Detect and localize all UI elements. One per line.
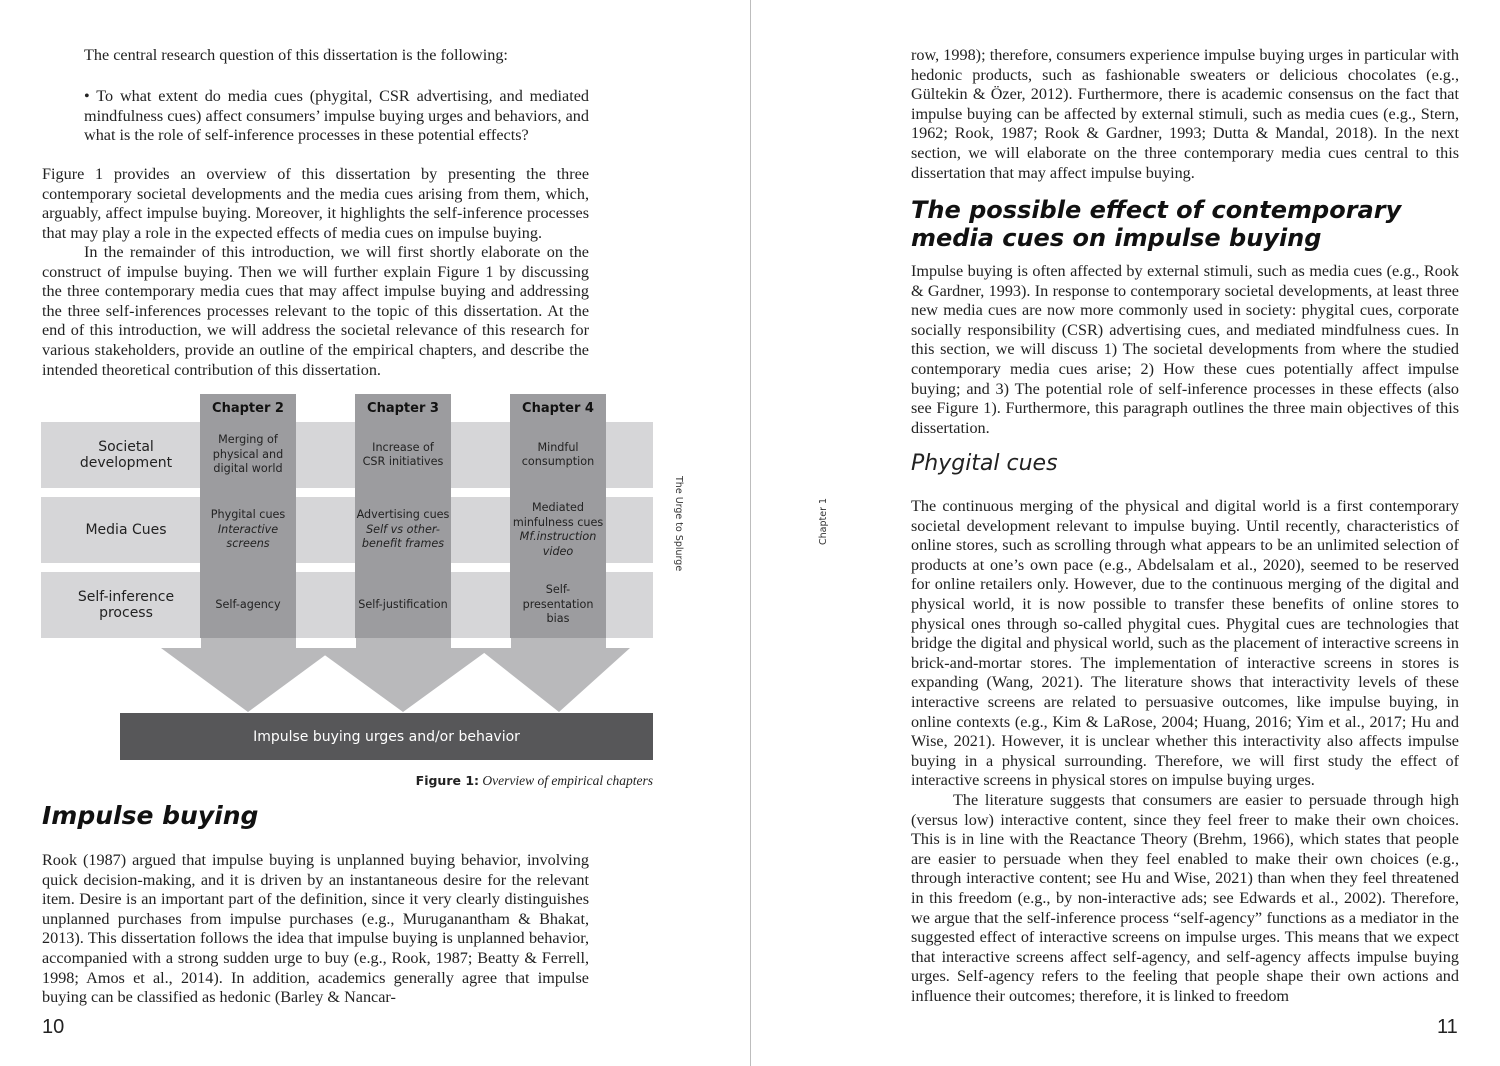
figure-caption <box>416 773 653 789</box>
row-label-self-inference: Self-inference process <box>77 589 175 621</box>
heading-impulse-buying: Impulse buying <box>42 801 259 830</box>
row-label-societal-development: Societal development <box>79 439 173 471</box>
cell-societal-chapter-2: Merging of physical and digital world <box>212 433 284 476</box>
arrow-chapter-2 <box>161 628 335 712</box>
figure-caption-text: Overview of empirical chapters <box>482 773 653 788</box>
chapter-4-header: Chapter 4 <box>510 394 606 422</box>
cell-self-chapter-3: Self-justification <box>358 597 448 611</box>
heading-effect-line-2: media cues on impulse buying <box>911 224 1322 252</box>
research-question: • To what extent do media cues (phygital, CSR advertising, and mediated mindfulness cues) affect consumers’ impulse buying urges and behaviors, and what is the role of self-inference processes in these potential effects? <box>84 87 589 145</box>
paragraph-literature: The literature suggests that consumers are easier to persuade through high (versus low) interactive content, since they feel freer to make their own choices. This is in line with the Reactance Theory (Brehm, 1966), which states that people are easier to persuade when they feel enabled to make their own choices (e.g., through interactive content; see Hu and Wise, 2021) than when they feel threatened in this freedom (e.g., by non-interactive ads; see Edwards et al., 2002). Therefore, we argue that the self-inference process “self-agency” functions as a mediator in the suggested effect of interactive screens on impulse urges. This means that we expect that interactive screens affect self-agency, and self-agency affects impulse buying urges. Self-agency refers to the feeling that people shape their own actions and influence their outcomes; therefore, it is linked to freedom <box>911 791 1459 1005</box>
cell-media-chapter-4: Mediated minfulness cues Mf.instruction video <box>512 501 604 558</box>
chapter-3-header: Chapter 3 <box>355 394 451 422</box>
intro-question: The central research question of this dissertation is the following: <box>84 46 508 64</box>
cell-societal-chapter-3: Increase of CSR initiatives <box>362 440 444 468</box>
cell-societal-chapter-4: Mindful consumption <box>521 440 595 468</box>
figure-overview-diagram <box>41 394 653 794</box>
paragraph-external-stimuli: Impulse buying is often affected by external stimuli, such as media cues (e.g., Rook & Gardner, 1993). In response to contemporary societal developments, at least three new media cues are now more commonly used in society: phygital cues, corporate socially responsibility (CSR) advertising cues, and mediated mindfulness cues. In this section, we will discuss 1) The societal developments from where the studied contemporary media cues arise; 2) How these cues potentially affect impulse buying; and 3) The potential role of self-inference processes in these effects (also see Figure 1). Furthermore, this paragraph outlines the three main objectives of this dissertation. <box>911 262 1459 437</box>
paragraph-remainder: In the remainder of this introduction, we will first shortly elaborate on the construct of impulse buying. Then we will further explain Figure 1 by discussing the three contemporary media cues that may affect impulse buying and addressing the three self-inferences processes relevant to the topic of this dissertation. At the end of this introduction, we will address the societal relevance of this research for various stakeholders, provide an outline of the empirical chapters, and describe the intended theoretical contribution of this dissertation. <box>42 243 589 379</box>
paragraph-figure-overview: Figure 1 provides an overview of this dissertation by presenting the three contemporary societal developments and the media cues arising from them, which, arguably, affect impulse buying. Moreover, it highlights the self-inference processes that may play a role in the expected effects of media cues on impulse buying. <box>42 165 589 242</box>
figure-caption-label: Figure 1: <box>415 773 480 788</box>
arrow-chapter-3 <box>315 628 491 712</box>
right-page <box>751 0 1500 1066</box>
cell-media-chapter-2: Phygital cues Interactive screens <box>210 508 286 551</box>
running-title-right: Chapter 1 <box>818 497 829 545</box>
running-title-left: The Urge to Splurge <box>673 476 684 572</box>
arrow-chapter-4 <box>478 628 630 712</box>
page-number-left: 10 <box>42 1016 65 1038</box>
row-label-media-cues: Media Cues <box>85 522 167 538</box>
outcome-bar: Impulse buying urges and/or behavior <box>120 713 653 760</box>
heading-phygital-cues: Phygital cues <box>911 451 1058 476</box>
paragraph-continued: row, 1998); therefore, consumers experience impulse buying urges in particular with hedonic products, such as fashionable sweaters or delicious chocolates (e.g., Gültekin & Özer, 2012). Furthermore, there is academic consensus on the fact that impulse buying can be affected by external stimuli, such as media cues (e.g., Stern, 1962; Rook, 1987; Rook & Gardner, 1993; Dutta & Mandal, 2018). In the next section, we will elaborate on the three contemporary media cues central to this dissertation that may affect impulse buying. <box>911 46 1459 182</box>
paragraph-impulse-definition: Rook (1987) argued that impulse buying is unplanned buying behavior, involving quick decision-making, and it is driven by an instantaneous desire for the relevant item. Desire is an important part of the definition, since it very clearly distinguishes unplanned purchases from impulse purchases (e.g., Muruganantham & Bhakat, 2013). This dissertation follows the idea that impulse buying is unplanned behavior, accompanied with a strong sudden urge to buy (e.g., Rook, 1987; Beatty & Ferrell, 1998; Amos et al., 2014). In addition, academics generally agree that impulse buying can be classified as hedonic (Barley & Nancar- <box>42 851 589 1007</box>
heading-effect <box>911 196 1401 252</box>
cell-self-chapter-2: Self-agency <box>215 597 281 611</box>
heading-effect-line-1: The possible effect of contemporary <box>911 196 1402 224</box>
cell-self-chapter-4: Self- presentation bias <box>522 583 594 626</box>
page-number-right: 11 <box>1437 1016 1458 1038</box>
cell-media-chapter-3: Advertising cues Self vs other- benefit frames <box>356 508 450 551</box>
paragraph-phygital: The continuous merging of the physical and digital world is a first contemporary societal development relevant to impulse buying. Until recently, characteristics of online stores, such as scrolling through what appears to be an unlimited selection of products at one’s own pace (e.g., Abdelsalam et al., 2020), seemed to be reserved for online retailers only. However, due to the continuous merging of the digital and physical world, it is now possible to transfer these benefits of online stores to physical ones through so-called phygital cues. Phygital cues are technologies that bridge the digital and physical world, such as the placement of interactive screens in brick-and-mortar stores. The implementation of interactive screens in stores is expanding (Wang, 2021). The literature shows that interactivity levels of these interactive screens are related to persuasive outcomes, like impulse buying, in online contexts (e.g., Kim & LaRose, 2004; Huang, 2016; Yim et al., 2017; Hu and Wise, 2021). However, it is unclear whether this interactivity also affects impulse buying in a physical surrounding. Therefore, we will first study the effect of interactive screens in physical stores on impulse buying urges. <box>911 497 1459 790</box>
chapter-2-header: Chapter 2 <box>200 394 296 422</box>
